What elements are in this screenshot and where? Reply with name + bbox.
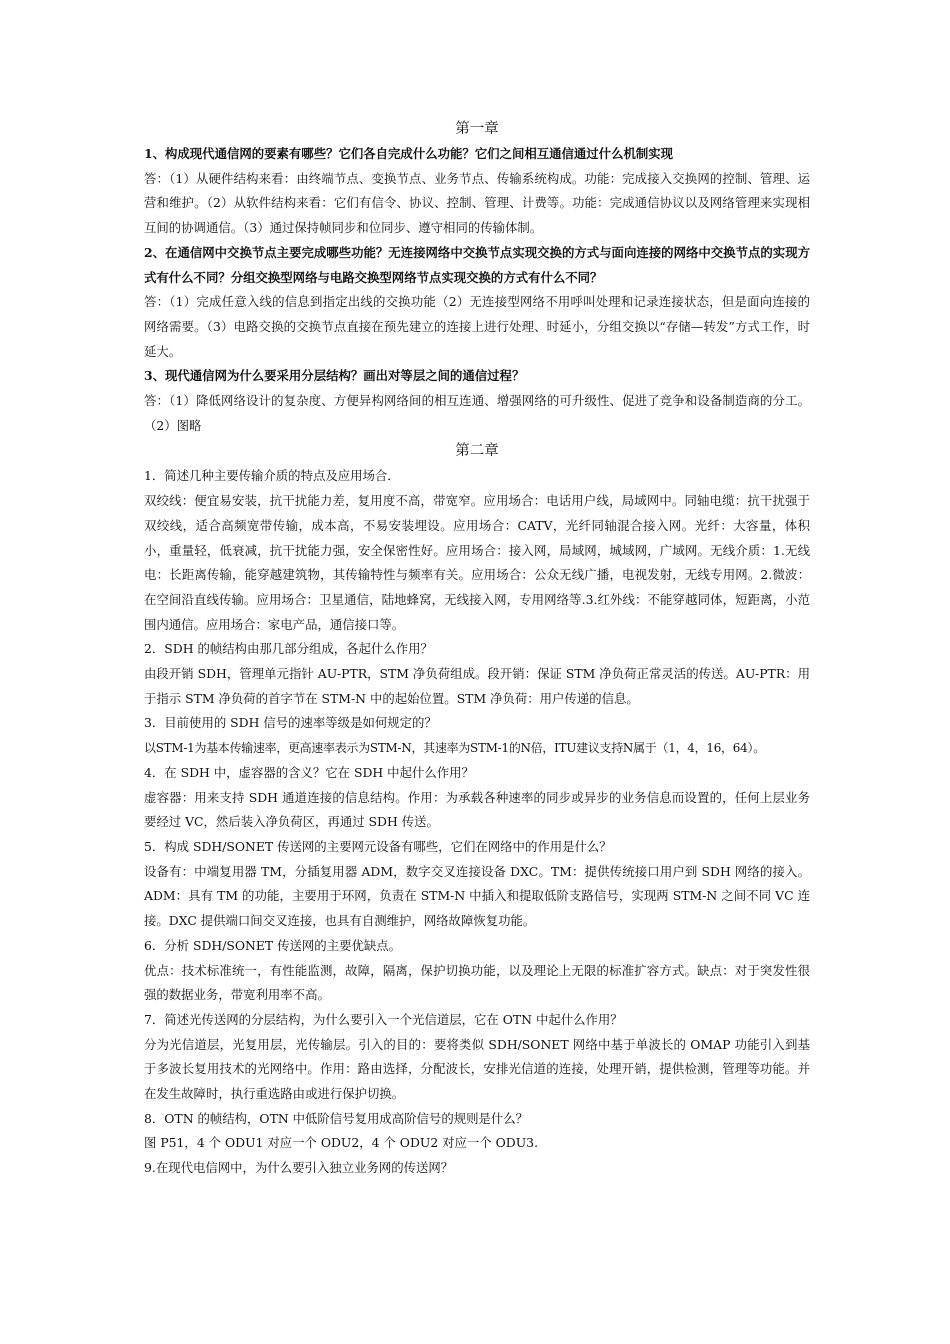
chapter-2-title: 第二章	[455, 443, 499, 460]
chapter-2-question-1: 1．简述几种主要传输介质的特点及应用场合．	[144, 468, 400, 484]
chapter-1-answer-1: 答：（1）从硬件结构来看：由终端节点、变换节点、业务节点、传输系统构成。功能：完成接入交换网的控制、管理、运营和维护。（2）从软件结构来看：它们有信令、协议、控制、管理、计费等。功能：完成通信协议以及网络管理来实现相互间的协调通信。（3）通过保持帧同步和位同步、遵守相同的传输体制。	[144, 170, 810, 236]
chapter-2-answer-1: 双绞线：便宜易安装，抗干扰能力差，复用度不高，带宽窄。应用场合：电话用户线，局域网中。同轴电缆：抗干扰强于双绞线，适合高频宽带传输，成本高，不易安装埋设。应用场合：CATV，光纤同轴混合接入网。光纤：大容量，体积小，重量轻，低衰减，抗干扰能力强，安全保密性好。应用场合：接入网，局域网，城域网，广域网。无线介质：1.无线电：长距离传输，能穿越建筑物，其传输特性与频率有关。应用场合：公众无线广播，电视发射，无线专用网。2.微波：在空间沿直线传输。应用场合：卫星通信，陆地蜂窝，无线接入网，专用网络等.3.红外线：不能穿越同体，短距离，小范围内通信。应用场合：家电产品，通信接口等。	[144, 493, 810, 632]
chapter-2-answer-4: 虚容器：用来支持 SDH 通道连接的信息结构。作用：为承载各种速率的同步或异步的业务信息而设置的，任何上层业务要经过 VC，然后装入净负荷区，再通过 SDH 传送。	[144, 789, 810, 830]
chapter-1-question-2: 2、在通信网中交换节点主要完成哪些功能？无连接网络中交换节点实现交换的方式与面向连接的网络中交换节点的实现方式有什么不同？分组交换型网络与电路交换型网络节点实现交换的方式有什么不同？	[144, 244, 810, 285]
chapter-2-question-4: 4．在 SDH 中，虚容器的含义？它在 SDH 中起什么作用？	[144, 764, 474, 780]
chapter-2-answer-3: 以STM-1为基本传输速率，更高速率表示为STM-N，其速率为STM-1的N倍，ITU建议支持N属于（1，4，16，64）。	[144, 741, 765, 756]
chapter-2-answer-2: 由段开销 SDH，管理单元指针 AU-PTR，STM 净负荷组成。段开销：保证 STM 净负荷正常灵活的传送。AU-PTR：用于指示 STM 净负荷的首字节在 STM-N 中的起始位置。STM 净负荷：用户传递的信息。	[144, 666, 810, 706]
chapter-1-answer-2: 答：（1）完成任意入线的信息到指定出线的交换功能（2）无连接型网络不用呼叫处理和记录连接状态，但是面向连接的网络需要。（3）电路交换的交换节点直接在预先建立的连接上进行处理、时延小，分组交换以“存储—转发”方式工作，时延大。	[144, 294, 810, 359]
chapter-2-question-2: 2．SDH 的帧结构由那几部分组成，各起什么作用？	[144, 641, 433, 657]
chapter-1-title: 第一章	[455, 121, 499, 137]
chapter-2-answer-6: 优点：技术标准统一，有性能监测，故障，隔离，保护切换功能，以及理论上无限的标准扩容方式。缺点：对于突发性很强的数据业务，带宽利用率不高。	[144, 962, 810, 1003]
chapter-2-question-3: 3．目前使用的 SDH 信号的速率等级是如何规定的？	[144, 715, 437, 731]
chapter-1-answer-3: 答：（1）降低网络设计的复杂度、方便异构网络间的相互连通、增强网络的可升级性、促进了竞争和设备制造商的分工。（2）图略	[144, 393, 810, 433]
chapter-1-question-3: 3、现代通信网为什么要采用分层结构？画出对等层之间的通信过程？	[144, 368, 525, 384]
chapter-2-question-9: 9.在现代电信网中，为什么要引入独立业务网的传送网？	[144, 1160, 454, 1176]
chapter-2-question-7: 7．简述光传送网的分层结构，为什么要引入一个光信道层，它在 OTN 中起什么作用？	[144, 1011, 623, 1027]
chapter-2-answer-8: 图 P51，4 个 ODU1 对应一个 ODU2，4 个 ODU2 对应一个 ODU3.	[144, 1135, 539, 1151]
document-body	[144, 116, 810, 1181]
chapter-2-answer-7: 分为光信道层，光复用层，光传输层。引入的目的：要将类似 SDH/SONET 网络中基于单波长的 OMAP 功能引入到基于多波长复用技术的光网络中。作用：路由选择，分配波长，安排光信道的连接，处理开销，提供检测，管理等功能。并在发生故障时，执行重选路由或进行保护切换。	[144, 1036, 810, 1102]
chapter-2-question-6: 6．分析 SDH/SONET 传送网的主要优缺点。	[144, 937, 402, 953]
chapter-2-question-8: 8．OTN 的帧结构，OTN 中低阶信号复用成高阶信号的规则是什么？	[144, 1110, 529, 1126]
chapter-2-answer-5: 设备有：中端复用器 TM，分插复用器 ADM，数字交叉连接设备 DXC。TM：提供传统接口用户到 SDH 网络的接入。ADM：具有 TM 的功能，主要用于环网，负责在 STM-N 中插入和提取低阶支路信号，实现两 STM-N 之间不同 VC 连接。DXC 提供端口间交叉连接，也具有自测维护，网络故障恢复功能。	[144, 863, 810, 929]
chapter-2-question-5: 5．构成 SDH/SONET 传送网的主要网元设备有哪些，它们在网络中的作用是什么？	[144, 838, 612, 854]
chapter-1-question-1: 1、构成现代通信网的要素有哪些？它们各自完成什么功能？它们之间相互通信通过什么机制实现	[144, 146, 674, 161]
